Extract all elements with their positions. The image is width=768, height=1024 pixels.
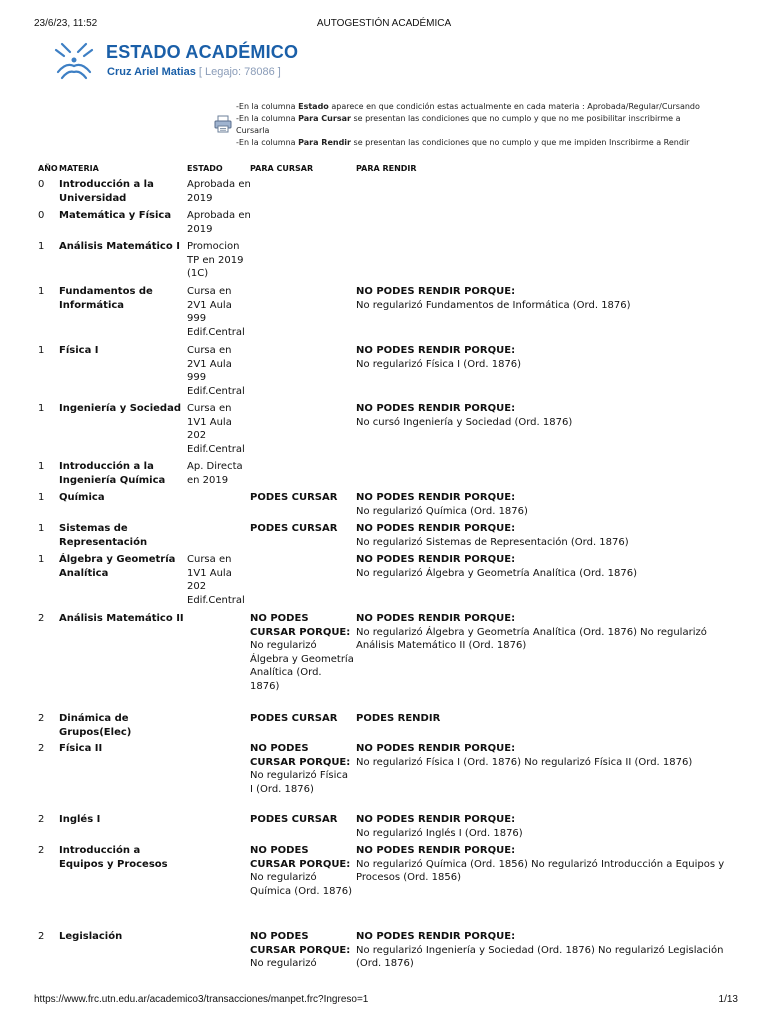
rendir-status: PODES RENDIR	[356, 713, 441, 724]
cursar-cell	[250, 742, 354, 796]
rendir-cell	[356, 344, 728, 371]
cursar-status: PODES CURSAR	[250, 814, 338, 825]
rendir-status: NO PODES RENDIR PORQUE:	[356, 931, 516, 942]
cursar-reason: No regularizó Física I (Ord. 1876)	[250, 770, 348, 795]
year-cell: 1	[38, 523, 45, 534]
rendir-reason: No regularizó Química (Ord. 1856) No regularizó Introducción a Equipos y Procesos (Ord. 1856)	[356, 858, 725, 883]
rendir-cell	[356, 813, 728, 840]
printer-icon[interactable]	[214, 115, 232, 133]
rendir-reason: No regularizó Sistemas de Representación (Ord. 1876)	[356, 536, 629, 548]
year-cell: 2	[38, 743, 45, 754]
rendir-status: NO PODES RENDIR PORQUE:	[356, 845, 516, 856]
year-cell: 1	[38, 345, 45, 356]
instruction-line	[236, 101, 736, 113]
instruction-text: -En la columna	[236, 138, 299, 147]
print-page-number: 1/13	[718, 994, 738, 1005]
subject-cell: Legislación	[59, 931, 123, 942]
cursar-cell	[250, 491, 354, 505]
rendir-cell	[356, 612, 728, 653]
cursar-status: NO PODES CURSAR PORQUE:	[250, 613, 351, 638]
instruction-text: -En la columna	[236, 114, 299, 123]
subject-cell: Física I	[59, 345, 99, 356]
year-cell: 2	[38, 814, 45, 825]
year-cell: 1	[38, 461, 45, 472]
year-cell: 1	[38, 241, 45, 252]
subject-cell: Introducción a la Ingeniería Química	[59, 461, 166, 486]
subject-cell: Ingeniería y Sociedad	[59, 403, 181, 414]
print-header	[0, 18, 768, 32]
column-header-year: AÑO	[38, 164, 58, 173]
cursar-cell	[250, 844, 354, 898]
subject-cell: Matemática y Física	[59, 210, 172, 221]
instruction-text: Cursarla	[236, 126, 270, 135]
cursar-cell	[250, 522, 354, 536]
rendir-status: NO PODES RENDIR PORQUE:	[356, 613, 516, 624]
rendir-status: NO PODES RENDIR PORQUE:	[356, 492, 516, 503]
cursar-cell	[250, 813, 354, 827]
cursar-cell	[250, 930, 354, 971]
subject-cell: Fundamentos de Informática	[59, 286, 153, 311]
rendir-reason: No regularizó Álgebra y Geometría Analítica (Ord. 1876)	[356, 567, 637, 579]
state-cell: Aprobada en 2019	[187, 179, 251, 204]
rendir-reason: No regularizó Álgebra y Geometría Analítica (Ord. 1876) No regularizó Análisis Matemático II (Ord. 1876)	[356, 626, 707, 651]
year-cell: 1	[38, 554, 45, 565]
year-cell: 2	[38, 713, 45, 724]
state-cell: Cursa en 1V1 Aula 202 Edif.Central	[187, 403, 245, 455]
state-cell: Promocion TP en 2019 (1C)	[187, 241, 244, 279]
cursar-status: PODES CURSAR	[250, 492, 338, 503]
instruction-highlight: Para Rendir	[298, 138, 351, 147]
year-cell: 0	[38, 179, 45, 190]
student-info	[107, 66, 281, 78]
rendir-cell	[356, 742, 728, 769]
cursar-reason: No regularizó	[250, 958, 317, 969]
print-footer	[0, 994, 768, 1008]
cursar-status: PODES CURSAR	[250, 523, 338, 534]
instruction-lines	[236, 101, 736, 149]
subject-cell: Introducción a la Universidad	[59, 179, 154, 204]
rendir-reason: No regularizó Química (Ord. 1876)	[356, 505, 528, 517]
print-date: 23/6/23, 11:52	[34, 18, 98, 29]
instruction-text: aparece en que condición estas actualmente en cada materia : Aprobada/Regular/Cursando	[328, 102, 700, 111]
subject-cell: Sistemas de Representación	[59, 523, 148, 548]
subject-cell: Química	[59, 492, 105, 503]
instruction-highlight: Estado	[298, 102, 329, 111]
rendir-status: NO PODES RENDIR PORQUE:	[356, 523, 516, 534]
rendir-status: NO PODES RENDIR PORQUE:	[356, 286, 516, 297]
rendir-reason: No regularizó Ingeniería y Sociedad (Ord. 1876) No regularizó Legislación (Ord. 1876)	[356, 944, 724, 969]
rendir-reason: No regularizó Física I (Ord. 1876)	[356, 358, 522, 370]
rendir-cell	[356, 491, 728, 518]
subject-cell: Física II	[59, 743, 103, 754]
rendir-status: NO PODES RENDIR PORQUE:	[356, 554, 516, 565]
cursar-reason: No regularizó Química (Ord. 1876)	[250, 872, 353, 897]
cursar-cell	[250, 612, 354, 693]
instruction-line	[236, 125, 736, 137]
rendir-reason: No regularizó Física I (Ord. 1876) No regularizó Física II (Ord. 1876)	[356, 756, 693, 768]
year-cell: 2	[38, 931, 45, 942]
year-cell: 1	[38, 492, 45, 503]
rendir-status: NO PODES RENDIR PORQUE:	[356, 814, 516, 825]
year-cell: 2	[38, 613, 45, 624]
rendir-status: NO PODES RENDIR PORQUE:	[356, 743, 516, 754]
rendir-cell	[356, 712, 728, 726]
instruction-line	[236, 137, 736, 149]
year-cell: 1	[38, 403, 45, 414]
rendir-cell	[356, 930, 728, 971]
instruction-highlight: Para Cursar	[298, 114, 351, 123]
state-cell: Cursa en 2V1 Aula 999 Edif.Central	[187, 345, 245, 397]
year-cell: 1	[38, 286, 45, 297]
rendir-reason: No regularizó Fundamentos de Informática (Ord. 1876)	[356, 299, 631, 311]
rendir-status: NO PODES RENDIR PORQUE:	[356, 403, 516, 414]
instruction-text: -En la columna	[236, 102, 299, 111]
state-cell: Ap. Directa en 2019	[187, 461, 243, 486]
state-cell: Aprobada en 2019	[187, 210, 251, 235]
rendir-cell	[356, 844, 728, 885]
student-legajo: [ Legajo: 78086 ]	[198, 66, 281, 78]
cursar-status: NO PODES CURSAR PORQUE:	[250, 743, 351, 768]
cursar-status: PODES CURSAR	[250, 713, 338, 724]
subject-cell: Dinámica de Grupos(Elec)	[59, 713, 132, 738]
instruction-text: se presentan las condiciones que no cumplo y que me impiden Inscribirme a Rendir	[351, 138, 690, 147]
rendir-cell	[356, 553, 728, 580]
rendir-reason: No cursó Ingeniería y Sociedad (Ord. 1876)	[356, 416, 573, 428]
column-header-cursar: PARA CURSAR	[250, 164, 314, 173]
cursar-status: NO PODES CURSAR PORQUE:	[250, 931, 351, 956]
cursar-cell	[250, 712, 354, 726]
state-cell: Cursa en 1V1 Aula 202 Edif.Central	[187, 554, 245, 606]
subject-cell: Análisis Matemático I	[59, 241, 180, 252]
column-header-subject: MATERIA	[59, 164, 99, 173]
subject-cell: Álgebra y Geometría Analítica	[59, 554, 176, 579]
rendir-cell	[356, 285, 728, 312]
column-header-rendir: PARA RENDIR	[356, 164, 417, 173]
year-cell: 0	[38, 210, 45, 221]
print-url: https://www.frc.utn.edu.ar/academico3/transacciones/manpet.frc?Ingreso=1	[34, 994, 369, 1005]
subject-cell: Análisis Matemático II	[59, 613, 184, 624]
subject-cell: Inglés I	[59, 814, 101, 825]
rendir-status: NO PODES RENDIR PORQUE:	[356, 345, 516, 356]
rendir-cell	[356, 402, 728, 429]
cursar-reason: No regularizó Álgebra y Geometría Analítica (Ord. 1876)	[250, 640, 354, 692]
utn-logo	[52, 40, 96, 82]
student-name: Cruz Ariel Matias	[107, 66, 196, 78]
rendir-reason: No regularizó Inglés I (Ord. 1876)	[356, 827, 523, 839]
print-document-title: AUTOGESTIÓN ACADÉMICA	[316, 18, 452, 29]
rendir-cell	[356, 522, 728, 549]
instruction-text: se presentan las condiciones que no cumplo y que no me posibilitar inscribirme a	[350, 114, 681, 123]
state-cell: Cursa en 2V1 Aula 999 Edif.Central	[187, 286, 245, 338]
column-header-state: ESTADO	[187, 164, 223, 173]
cursar-status: NO PODES CURSAR PORQUE:	[250, 845, 351, 870]
page-title: ESTADO ACADÉMICO	[106, 42, 299, 62]
instruction-line	[236, 113, 736, 125]
subject-cell: Introducción a Equipos y Procesos	[59, 845, 168, 870]
year-cell: 2	[38, 845, 45, 856]
